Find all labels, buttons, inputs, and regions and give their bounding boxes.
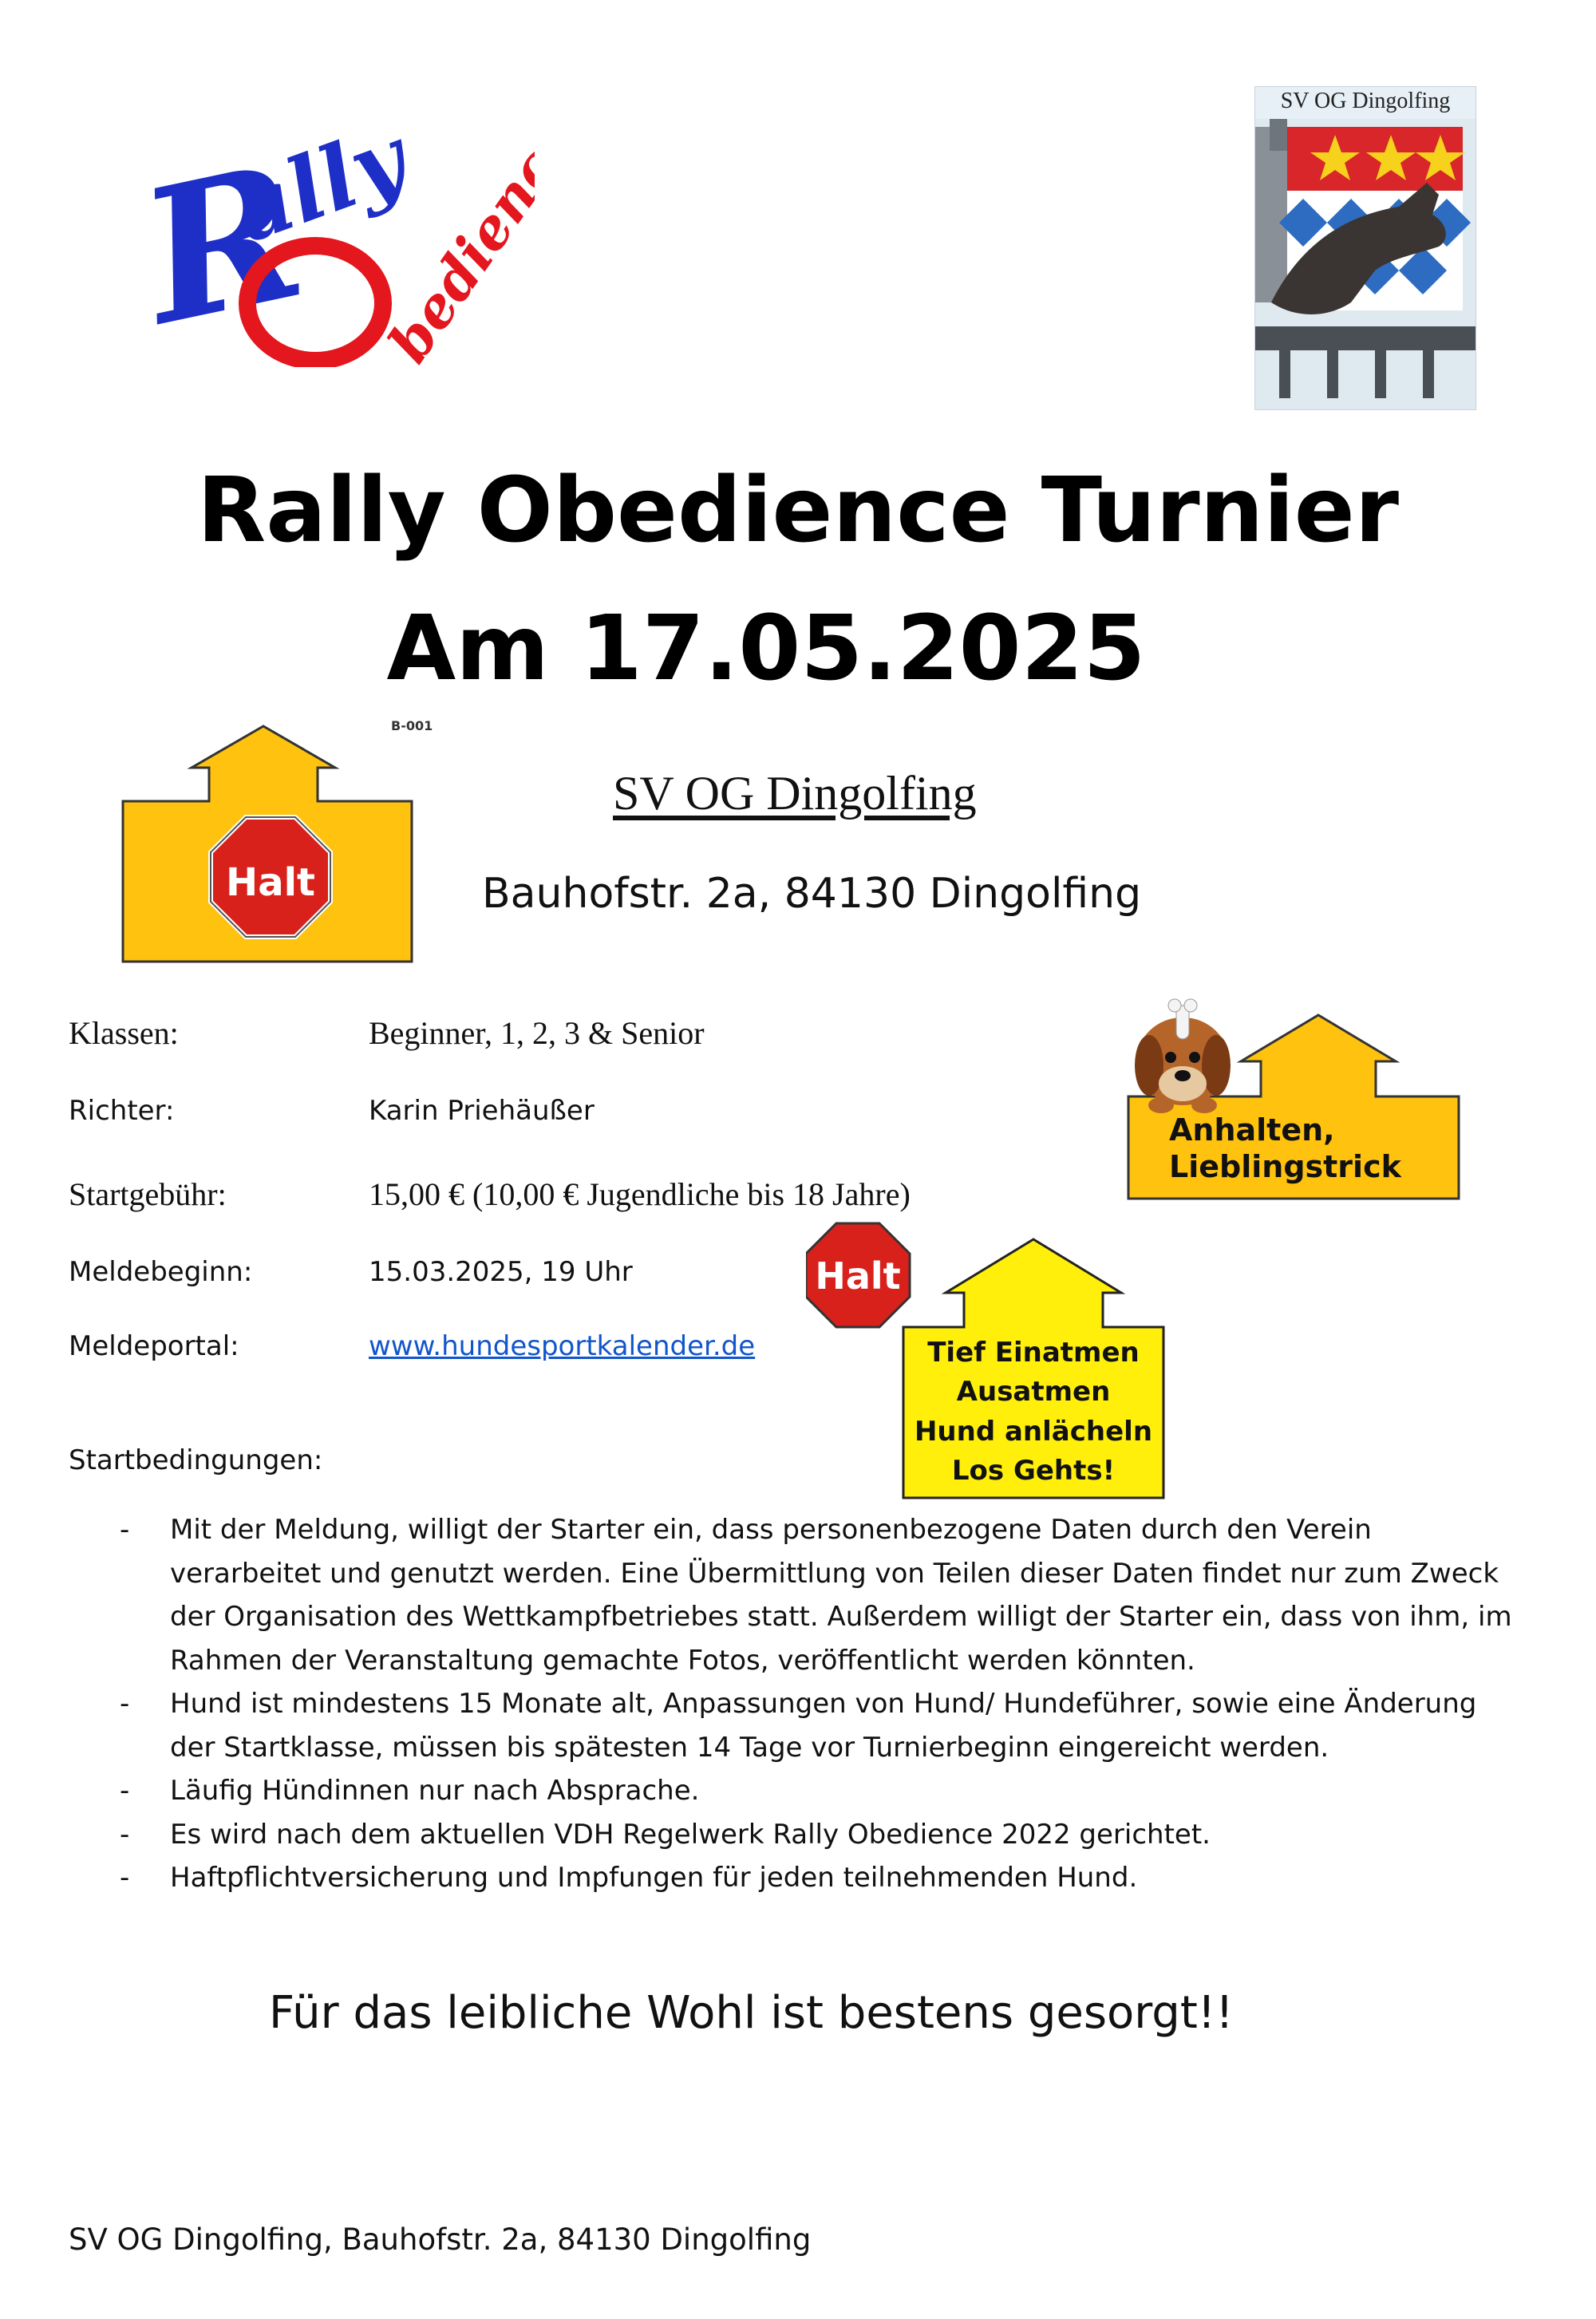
club-name: SV OG Dingolfing	[613, 767, 977, 820]
klassen-value: Beginner, 1, 2, 3 & Senior	[369, 1015, 705, 1051]
event-date: Am 17.05.2025	[386, 597, 1146, 701]
sign-tief-einatmen-label: Tief Einatmen Ausatmen Hund anlächeln Los Gehts!	[914, 1337, 1153, 1487]
meldebeginn-value: 15.03.2025, 19 Uhr	[369, 1256, 633, 1288]
club-logo	[1254, 86, 1476, 410]
rally-sign-halt	[120, 718, 439, 974]
meldeportal-label: Meldeportal:	[69, 1330, 239, 1362]
conditions-heading: Startbedingungen:	[69, 1444, 323, 1476]
list-item: - Mit der Meldung, willigt der Starter ein, dass personenbezogene Daten durch den Verein verarbeitet und genutzt werden. Eine Übermittlung von Teilen dieser Daten findet nur zum Zweck der Organisation des Wettkampfbetriebes statt. Außerdem willigt der Starter ein, dass von ihm, im Rahmen der Veranstaltung gemachte Fotos, veröffentlicht werden könnten.	[69, 1508, 1521, 1682]
richter-label: Richter:	[69, 1095, 175, 1127]
sign-halt-small-label: Halt	[815, 1254, 901, 1298]
svg-text:ally: ally	[219, 112, 420, 263]
startgebuehr-value: 15,00 € (10,00 € Jugendliche bis 18 Jahre)	[369, 1176, 911, 1212]
closing-note: Für das leibliche Wohl ist bestens gesorgt!!	[269, 1987, 1234, 2039]
club-address: Bauhofstr. 2a, 84130 Dingolfing	[482, 870, 1142, 918]
list-item: - Haftpflichtversicherung und Impfungen für jeden teilnehmenden Hund.	[69, 1856, 1521, 1900]
footer-address: SV OG Dingolfing, Bauhofstr. 2a, 84130 Dingolfing	[69, 2222, 812, 2257]
page-title: Rally Obedience Turnier	[197, 459, 1399, 563]
rally-sign-tief-einatmen	[806, 1217, 1181, 1512]
list-item: - Hund ist mindestens 15 Monate alt, Anpassungen von Hund/ Hundeführer, sowie eine Änderung der Startklasse, müssen bis spätesten 14 Tage vor Turnierbeginn eingereicht werden.	[69, 1682, 1521, 1769]
svg-text:bedience: bedience	[375, 112, 535, 367]
list-item: - Läufig Hündinnen nur nach Absprache.	[69, 1769, 1521, 1813]
conditions-list	[69, 1508, 1521, 1900]
meldebeginn-label: Meldebeginn:	[69, 1256, 253, 1288]
club-logo-caption: SV OG Dingolfing	[1280, 89, 1451, 113]
rally-obedience-logo	[152, 112, 535, 367]
svg-text:R: R	[152, 124, 320, 367]
startgebuehr-label: Startgebühr:	[69, 1176, 227, 1212]
richter-value: Karin Priehäußer	[369, 1095, 595, 1127]
rally-sign-lieblingstrick	[1125, 982, 1468, 1213]
sign-lieblingstrick-label: Anhalten, Lieblingstrick	[1169, 1112, 1401, 1184]
sign-code: B-001	[391, 718, 433, 733]
klassen-label: Klassen:	[69, 1015, 179, 1051]
meldeportal-link[interactable]: www.hundesportkalender.de	[369, 1330, 756, 1362]
sign-halt-label: Halt	[226, 860, 315, 905]
list-item: - Es wird nach dem aktuellen VDH Regelwerk Rally Obedience 2022 gerichtet.	[69, 1813, 1521, 1857]
